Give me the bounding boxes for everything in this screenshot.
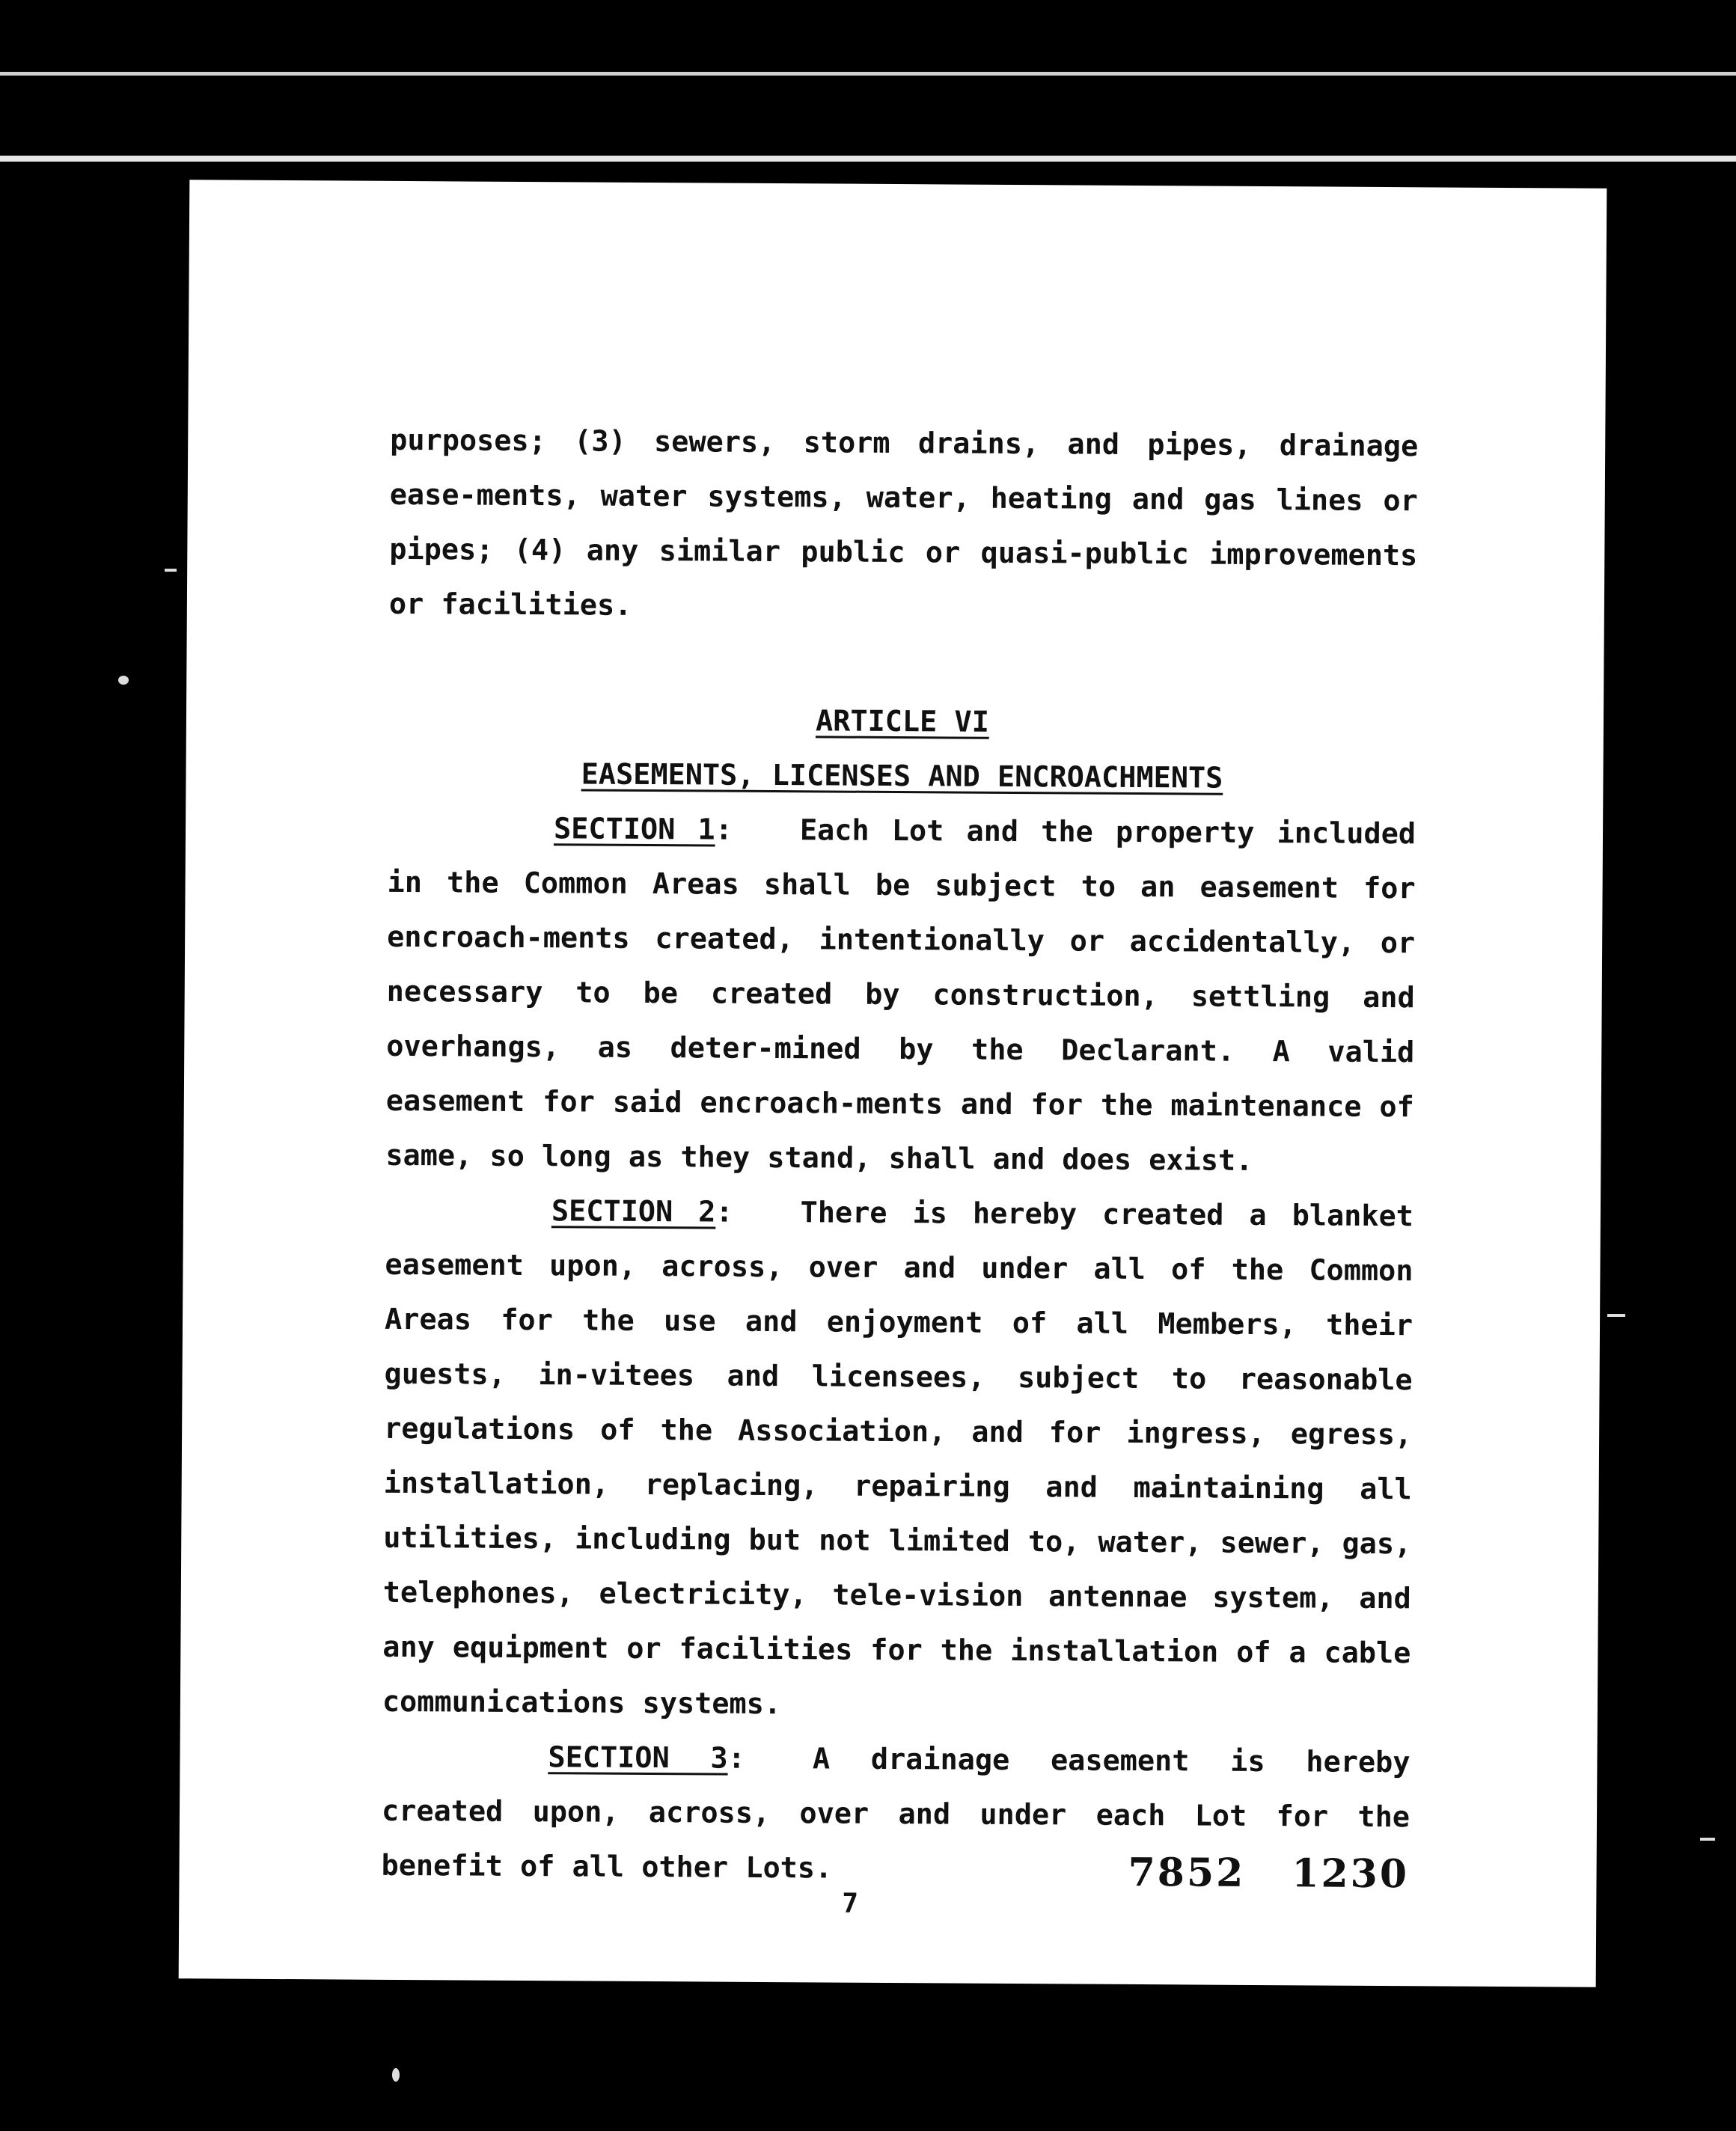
- document-page: [179, 180, 1607, 1987]
- scan-edge-line: [0, 156, 1736, 162]
- scan-speck: [1700, 1838, 1715, 1841]
- section-1-label: SECTION 1: [553, 812, 715, 847]
- section-1-text: Each Lot and the property included in the Common Areas shall be subject to an easement for encroach-ments created, intentionally or accidentally, or necessary to be created by construction, settling and overhangs, as deter-mined by the Declarant. A valid easement for said encroach-ments and for the maintenance of same, so long as they stand, shall and does exist.: [385, 813, 1416, 1178]
- scan-edge-line: [0, 72, 1736, 76]
- article-heading: ARTICLE VI: [815, 704, 989, 739]
- scan-speck: [392, 2068, 400, 2082]
- section-3-label: SECTION 3: [548, 1740, 728, 1776]
- section-2-label: SECTION 2: [551, 1194, 716, 1229]
- scan-speck: [1607, 1314, 1625, 1317]
- recording-stamp: [1128, 1850, 1409, 1897]
- section-2-paragraph: SECTION 2: There is hereby created a blanket easement upon, across, over and under all of the Common Areas for the use and enjoyment of all Members, their guests, in-vitees and licensees, subject to reasonable regulations of the Association, and for ingress, egress, installation, replacing, repairing and maintaining all utilities, including but not limited to, water, sewer, gas, telephones, electricity, tele-vision antennae system, and any equipment or facilities for the installation of a cable communications systems.: [382, 1194, 1414, 1722]
- stamp-book-number: 7852: [1128, 1849, 1246, 1896]
- section-2-text: There is hereby created a blanket easement upon, across, over and under all of the Common Areas for the use and enjoyment of all Members, their guests, in-vitees and licensees, subject to reasonable regulations of the Association, and for ingress, egress, installation, replacing, repairing and maintaining all utilities, including but not limited to, water, sewer, gas, telephones, electricity, tele-vision antennae system, and any equipment or facilities for the installation of a cable communications systems.: [382, 1196, 1414, 1722]
- scan-speck: [165, 569, 177, 572]
- intro-paragraph: purposes; (3) sewers, storm drains, and pipes, drainage ease-ments, water systems, water, heating and gas lines or pipes; (4) any similar public or quasi-public improvements or facilities.: [388, 423, 1419, 623]
- section-3-paragraph: SECTION 3: A drainage easement is hereby created upon, across, over and under each Lot for the benefit of all other Lots.: [381, 1740, 1410, 1886]
- document-body: [381, 413, 1418, 1899]
- section-3-text: A drainage easement is hereby created upon, across, over and under each Lot for the benefit of all other Lots.: [381, 1742, 1410, 1886]
- section-1-paragraph: SECTION 1: Each Lot and the property included in the Common Areas shall be subject to an easement for encroach-ments created, intentionally or accidentally, or necessary to be created by construction, settling and overhangs, as deter-mined by the Declarant. A valid easement for said encroach-ments and for the maintenance of same, so long as they stand, shall and does exist.: [385, 812, 1416, 1178]
- page-number: 7: [842, 1888, 859, 1919]
- article-title: EASEMENTS, LICENSES AND ENCROACHMENTS: [581, 757, 1223, 795]
- scan-speck: [118, 676, 129, 685]
- stamp-page-number: 1230: [1292, 1850, 1410, 1898]
